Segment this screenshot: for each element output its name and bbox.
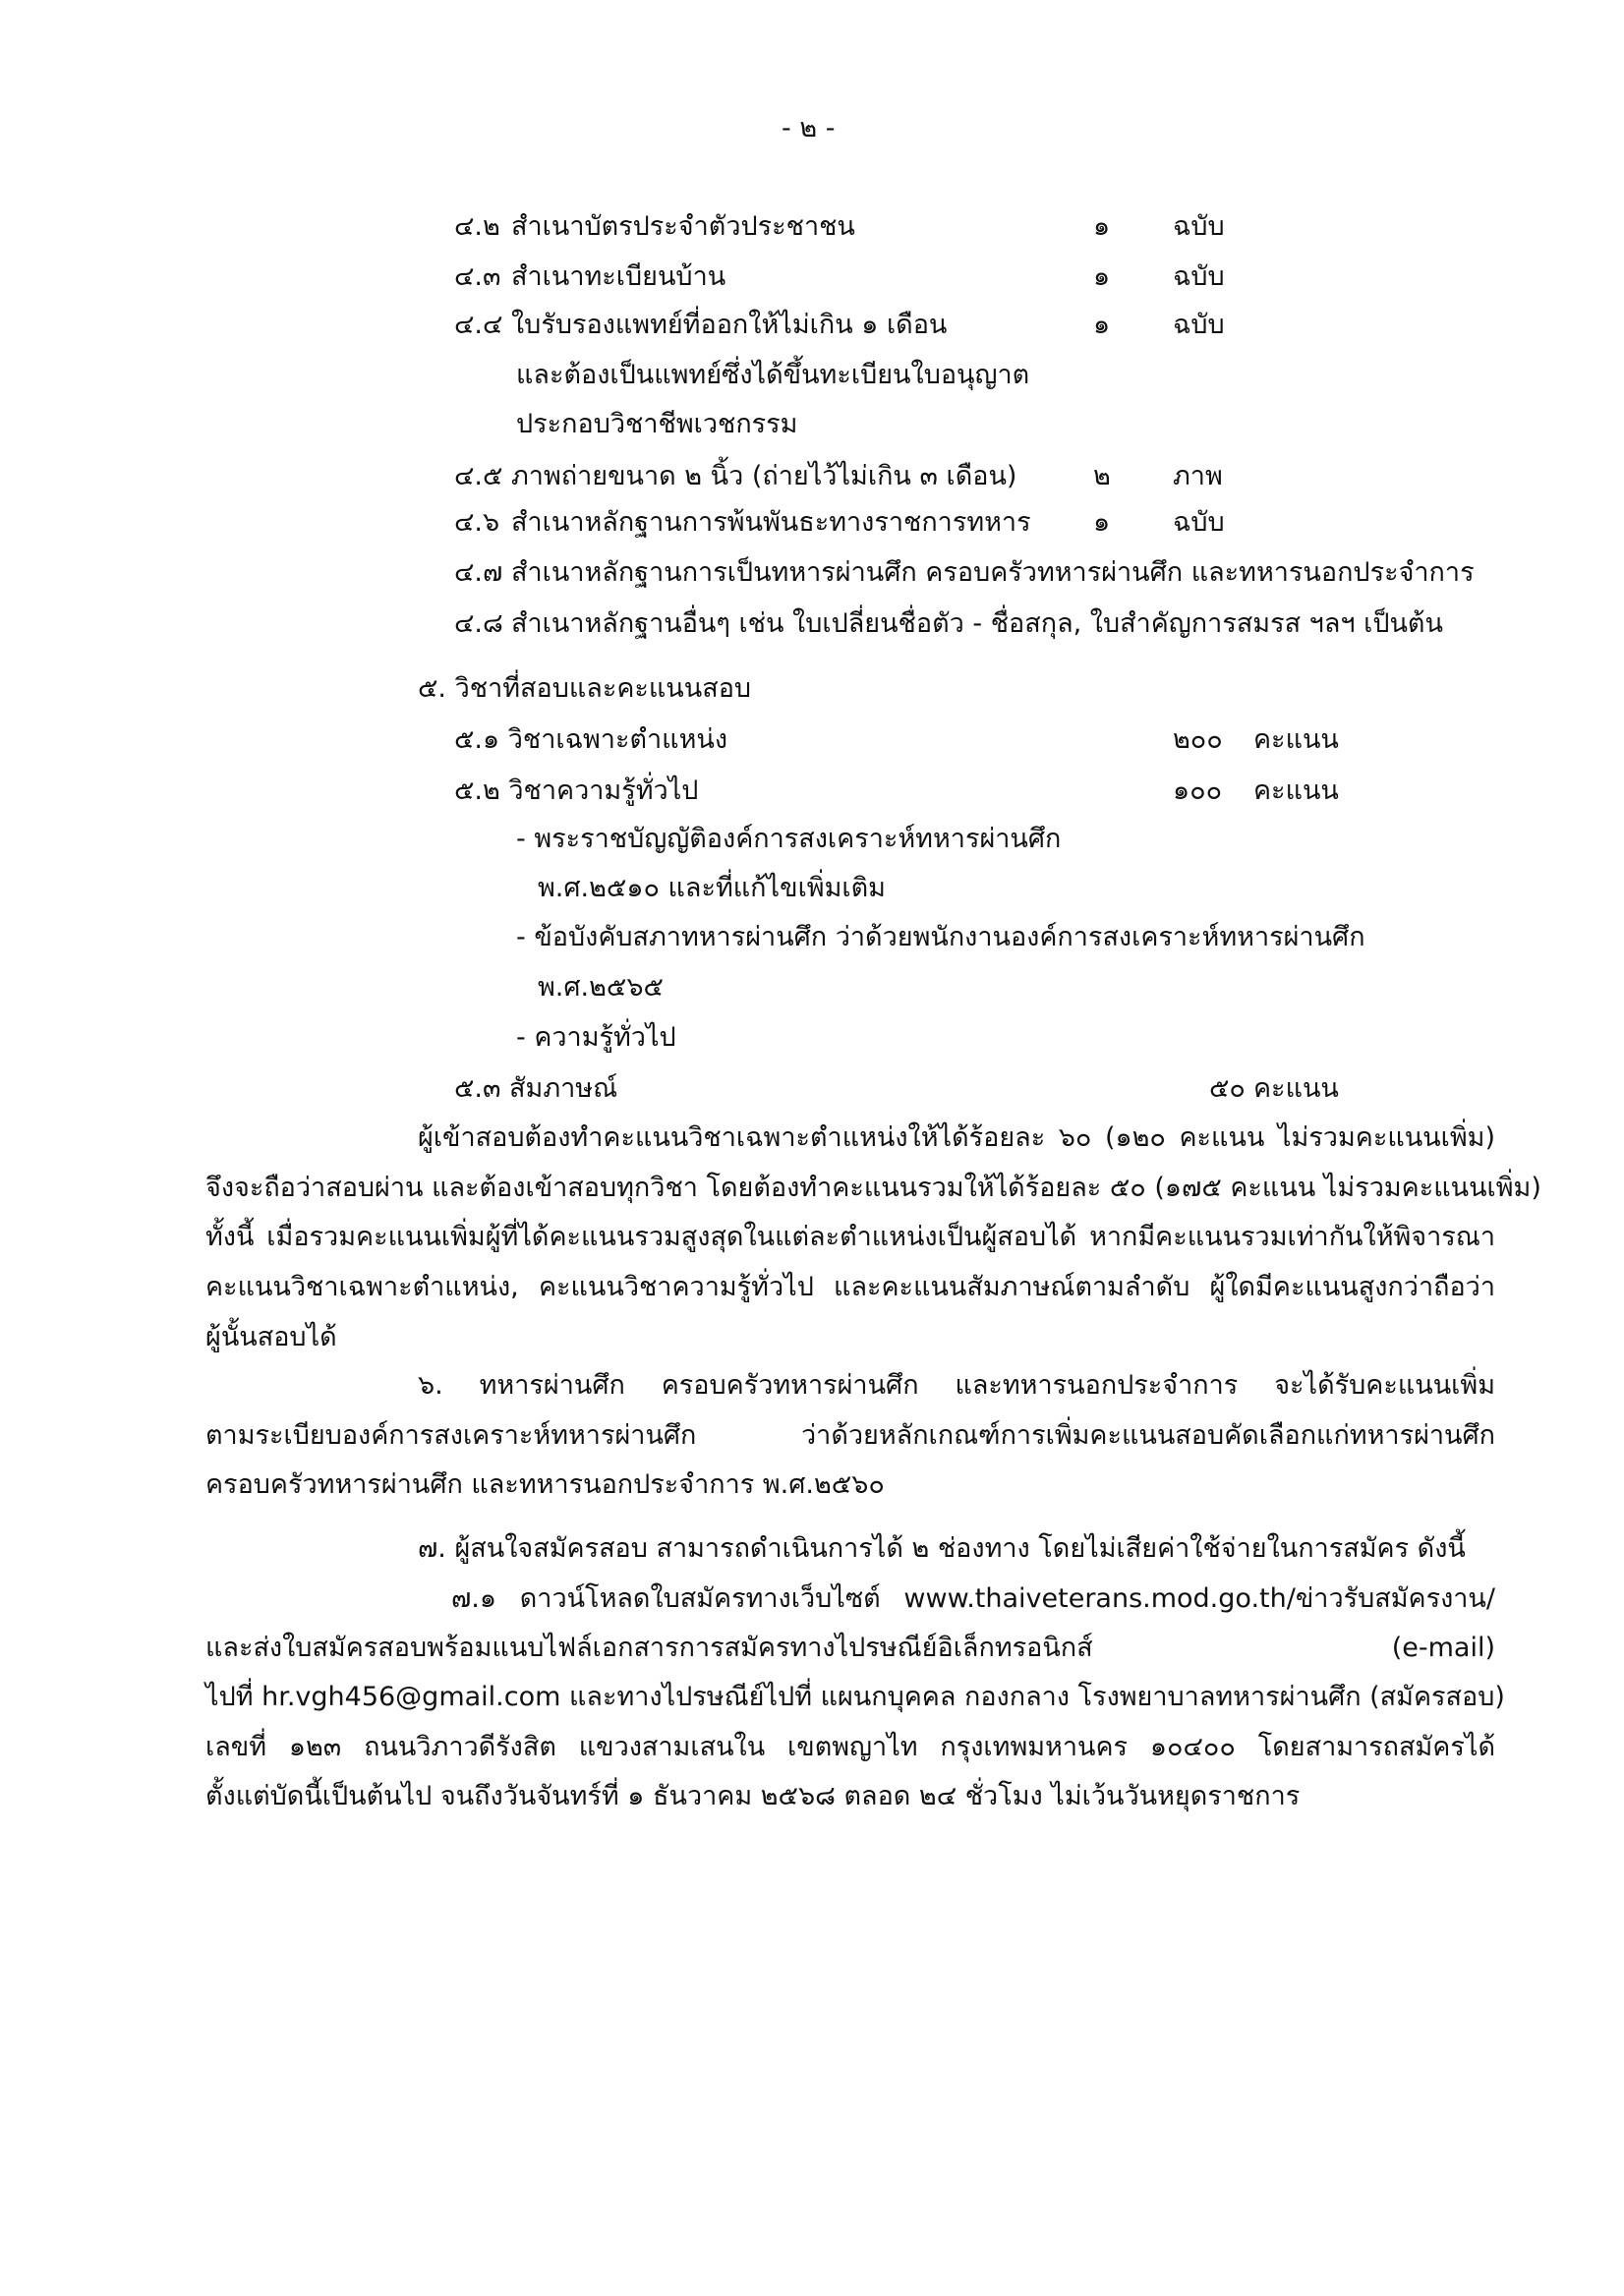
doc-item-unit: ภาพ xyxy=(1173,461,1223,491)
paragraph-line: ทั้งนี้ เมื่อรวมคะแนนเพิ่มผู้ที่ได้คะแนนรวมสูงสุดในแต่ละตำแหน่งเป็นผู้สอบได้ หากมีคะแนนรวมเท่ากันให้พิจารณา xyxy=(205,1222,1495,1252)
paragraph-line: ผู้เข้าสอบต้องทำคะแนนวิชาเฉพาะตำแหน่งให้ได้ร้อยละ ๖๐ (๑๒๐ คะแนน ไม่รวมคะแนนเพิ่ม) xyxy=(418,1122,1495,1153)
doc-item-num: ๔.๔ xyxy=(454,310,503,340)
doc-item-num: ๔.๖ xyxy=(454,507,500,538)
subject-score: ๑๐๐ xyxy=(1173,775,1223,806)
page-number: - ๒ - xyxy=(782,113,836,144)
section-6-line: ๖. ทหารผ่านศึก ครอบครัวทหารผ่านศึก และทหารนอกประจำการ จะได้รับคะแนนเพิ่ม xyxy=(418,1370,1495,1401)
section-7-line: ตั้งแต่บัดนี้เป็นต้นไป จนถึงวันจันทร์ที่ ๑ ธันวาคม ๒๕๖๘ ตลอด ๒๔ ชั่วโมง ไม่เว้นวันหยุดราชการ xyxy=(205,1781,1301,1811)
doc-item-continuation: และต้องเป็นแพทย์ซึ่งได้ขึ้นทะเบียนใบอนุญาต xyxy=(516,360,1030,390)
subject-label: ๕.๓ สัมภาษณ์ xyxy=(454,1073,618,1104)
subject-unit: คะแนน xyxy=(1253,724,1339,755)
doc-item-continuation: ประกอบวิชาชีพเวชกรรม xyxy=(516,409,798,439)
doc-item-unit: ฉบับ xyxy=(1173,211,1225,242)
paragraph-line: ผู้นั้นสอบได้ xyxy=(205,1322,337,1352)
section-7-line: ไปที่ hr.vgh456@gmail.com และทางไปรษณีย์ไปที่ แผนกบุคคล กองกลาง โรงพยาบาลทหารผ่านศึก (สมัครสอบ) xyxy=(205,1682,1505,1712)
doc-item-text: ภาพถ่ายขนาด ๒ นิ้ว (ถ่ายไว้ไม่เกิน ๓ เดือน) xyxy=(511,461,1017,491)
section-7-line: และส่งใบสมัครสอบพร้อมแนบไฟล์เอกสารการสมัครทางไปรษณีย์อิเล็กทรอนิกส์ (e-mail) xyxy=(205,1633,1495,1663)
section-6-line: ครอบครัวทหารผ่านศึก และทหารนอกประจำการ พ.ศ.๒๕๖๐ xyxy=(205,1469,885,1500)
bullet-continuation: พ.ศ.๒๕๖๕ xyxy=(538,972,664,1003)
doc-item-unit: ฉบับ xyxy=(1173,310,1225,340)
doc-item-num: ๔.๓ xyxy=(454,261,501,292)
subject-unit: คะแนน xyxy=(1253,1073,1339,1104)
doc-item-qty: ๒ xyxy=(1093,461,1111,491)
subject-label: ๕.๒ วิชาความรู้ทั่วไป xyxy=(454,775,699,806)
doc-item-unit: ฉบับ xyxy=(1173,507,1225,538)
doc-item-text: สำเนาหลักฐานการพ้นพันธะทางราชการทหาร xyxy=(511,507,1031,538)
doc-item-qty: ๑ xyxy=(1093,261,1111,292)
paragraph-line: คะแนนวิชาเฉพาะตำแหน่ง, คะแนนวิชาความรู้ทั่วไป และคะแนนสัมภาษณ์ตามลำดับ ผู้ใดมีคะแนนสูงกว่าถือว่า xyxy=(205,1272,1495,1302)
bullet-item: - ข้อบังคับสภาทหารผ่านศึก ว่าด้วยพนักงานองค์การสงเคราะห์ทหารผ่านศึก xyxy=(516,922,1365,952)
subject-label: ๕.๑ วิชาเฉพาะตำแหน่ง xyxy=(454,724,728,755)
subject-unit: คะแนน xyxy=(1253,775,1339,806)
doc-item-text: สำเนาทะเบียนบ้าน xyxy=(511,261,726,292)
doc-item-unit: ฉบับ xyxy=(1173,261,1225,292)
doc-item-num: ๔.๘ xyxy=(454,608,503,639)
doc-item-num: ๔.๕ xyxy=(454,461,503,491)
section-7-line: เลขที่ ๑๒๓ ถนนวิภาวดีรังสิต แขวงสามเสนใน เขตพญาไท กรุงเทพมหานคร ๑๐๔๐๐ โดยสามารถสมัครได้ xyxy=(205,1732,1495,1762)
section-7-line: ๗.๑ ดาวน์โหลดใบสมัครทางเว็บไซต์ www.thaiveterans.mod.go.th/ข่าวรับสมัครงาน/ xyxy=(451,1583,1495,1614)
doc-item-qty: ๑ xyxy=(1093,211,1111,242)
doc-item-qty: ๑ xyxy=(1093,310,1111,340)
section-7-title: ๗. ผู้สนใจสมัครสอบ สามารถดำเนินการได้ ๒ ช่องทาง โดยไม่เสียค่าใช้จ่ายในการสมัคร ดังนี้ xyxy=(418,1533,1466,1564)
section-6-line: ตามระเบียบองค์การสงเคราะห์ทหารผ่านศึก ว่าด้วยหลักเกณฑ์การเพิ่มคะแนนสอบคัดเลือกแก่ทหารผ่านศึก xyxy=(205,1420,1495,1451)
bullet-continuation: พ.ศ.๒๕๑๐ และที่แก้ไขเพิ่มเติม xyxy=(538,873,886,903)
paragraph-line: จึงจะถือว่าสอบผ่าน และต้องเข้าสอบทุกวิชา โดยต้องทำคะแนนรวมให้ได้ร้อยละ ๕๐ (๑๗๕ คะแนน ไม่รวมคะแนนเพิ่ม) xyxy=(205,1173,1541,1203)
doc-item-qty: ๑ xyxy=(1093,507,1111,538)
subject-score: ๕๐ xyxy=(1209,1073,1246,1104)
bullet-item: - ความรู้ทั่วไป xyxy=(516,1022,676,1053)
doc-item-text: ใบรับรองแพทย์ที่ออกให้ไม่เกิน ๑ เดือน xyxy=(511,310,948,340)
doc-item-num: ๔.๗ xyxy=(454,557,503,588)
doc-item-text: สำเนาบัตรประจำตัวประชาชน xyxy=(511,211,855,242)
subject-score: ๒๐๐ xyxy=(1173,724,1223,755)
section-5-title: ๕. วิชาที่สอบและคะแนนสอบ xyxy=(418,673,752,704)
doc-item-num: ๔.๒ xyxy=(454,211,500,242)
doc-item-text: สำเนาหลักฐานอื่นๆ เช่น ใบเปลี่ยนชื่อตัว - ชื่อสกุล, ใบสำคัญการสมรส ฯลฯ เป็นต้น xyxy=(511,608,1443,639)
bullet-item: - พระราชบัญญัติองค์การสงเคราะห์ทหารผ่านศึก xyxy=(516,824,1062,854)
doc-item-text: สำเนาหลักฐานการเป็นทหารผ่านศึก ครอบครัวทหารผ่านศึก และทหารนอกประจำการ xyxy=(511,557,1475,588)
